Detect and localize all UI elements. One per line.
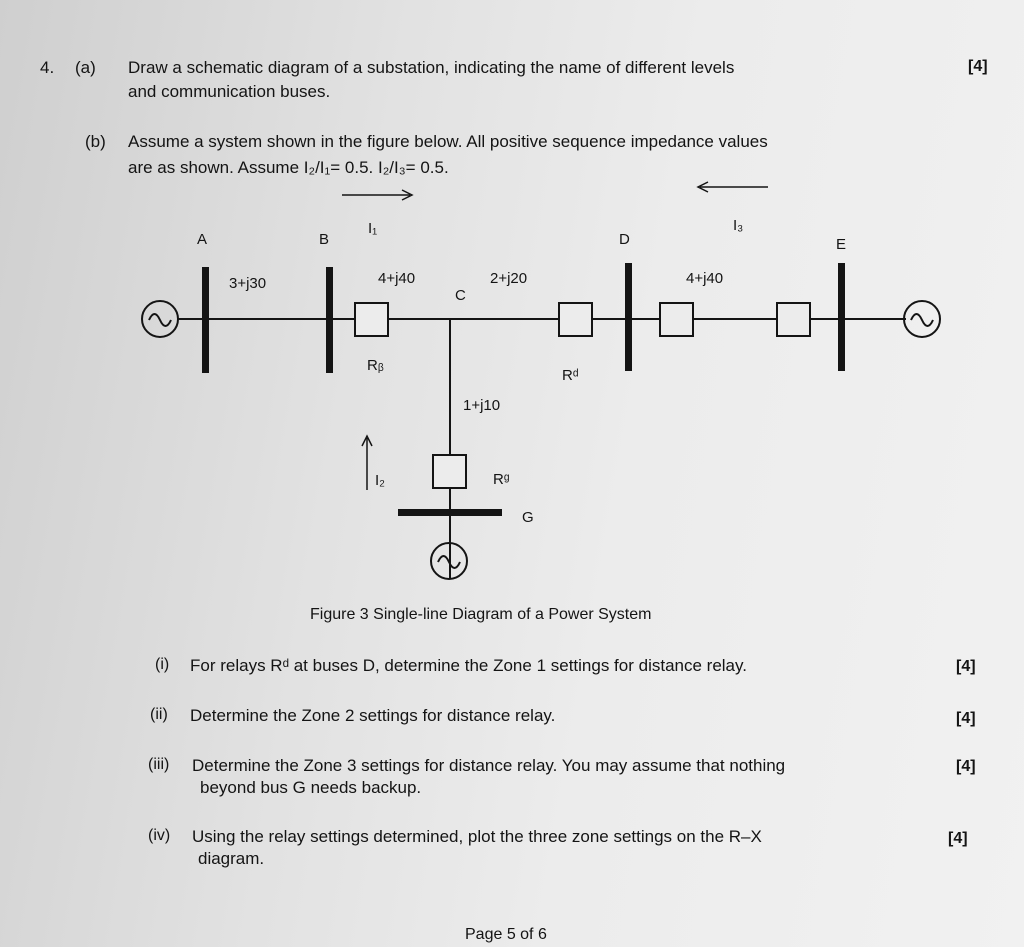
subq-i-label: (i)	[155, 656, 170, 673]
subq-i-text: For relays Rᵈ at buses D, determine the Zone 1 settings for distance relay.	[190, 656, 747, 675]
impedance-de: 4+j40	[686, 270, 724, 287]
subq-ii-label: (ii)	[150, 706, 168, 723]
bus-label-d: D	[619, 231, 630, 248]
bus-label-c: C	[455, 287, 466, 304]
breaker-box-de-left	[660, 303, 693, 336]
page-number: Page 5 of 6	[465, 926, 547, 943]
bus-bar-e	[838, 263, 845, 371]
current-label-i1: I₁	[368, 220, 378, 237]
part-b-line2: are as shown. Assume I₂/I₁= 0.5. I₂/I₃= 0.5.	[128, 158, 449, 177]
part-b-line1: Assume a system shown in the figure below. All positive sequence impedance values	[128, 132, 768, 151]
impedance-cd: 2+j20	[490, 270, 528, 287]
bus-bar-a	[202, 267, 209, 373]
current-label-i3: I₃	[733, 217, 744, 234]
subq-iii-label: (iii)	[148, 756, 170, 773]
breaker-box-de-right	[777, 303, 810, 336]
bus-bar-b	[326, 267, 333, 373]
subq-i-marks: [4]	[956, 658, 976, 675]
impedance-cg: 1+j10	[463, 397, 501, 414]
subq-iii-text: Determine the Zone 3 settings for distance relay. You may assume that nothing	[192, 756, 786, 775]
subq-iv-text2: diagram.	[198, 849, 265, 868]
subq-ii-marks: [4]	[956, 710, 976, 727]
subq-iii-marks: [4]	[956, 758, 976, 775]
bus-bar-g	[398, 509, 502, 516]
subq-iv-label: (iv)	[148, 827, 171, 844]
bus-bar-d	[625, 263, 632, 371]
part-b-label: (b)	[85, 132, 106, 151]
subq-iv-text: Using the relay settings determined, plot the three zone settings on the R–X	[192, 827, 762, 846]
impedance-ab: 3+j30	[229, 275, 267, 292]
subq-iv-marks: [4]	[948, 830, 968, 847]
relay-label-rb: Rᵦ	[367, 357, 384, 374]
relay-box-rg	[433, 455, 466, 488]
impedance-bc: 4+j40	[378, 270, 416, 287]
subq-iii-text2: beyond bus G needs backup.	[200, 778, 422, 797]
part-a-marks: [4]	[968, 58, 988, 75]
relay-label-rd: Rᵈ	[562, 367, 579, 384]
part-a-line1: Draw a schematic diagram of a substation, indicating the name of different levels	[128, 58, 735, 77]
relay-label-rg: Rᵍ	[493, 471, 510, 488]
relay-box-rb	[355, 303, 388, 336]
figure-caption: Figure 3 Single-line Diagram of a Power System	[310, 606, 652, 623]
bus-label-e: E	[836, 236, 847, 253]
part-a-line2: and communication buses.	[128, 82, 331, 101]
sine-icon-e	[911, 314, 933, 326]
sine-icon-a	[149, 314, 171, 326]
subq-ii-text: Determine the Zone 2 settings for distance relay.	[190, 706, 556, 725]
bus-label-b: B	[319, 231, 330, 248]
relay-box-rd-left	[559, 303, 592, 336]
part-a-label: (a)	[75, 58, 96, 77]
bus-label-g: G	[522, 509, 534, 526]
current-label-i2: I₂	[375, 472, 385, 489]
question-number: 4.	[40, 58, 55, 77]
bus-label-a: A	[197, 231, 208, 248]
